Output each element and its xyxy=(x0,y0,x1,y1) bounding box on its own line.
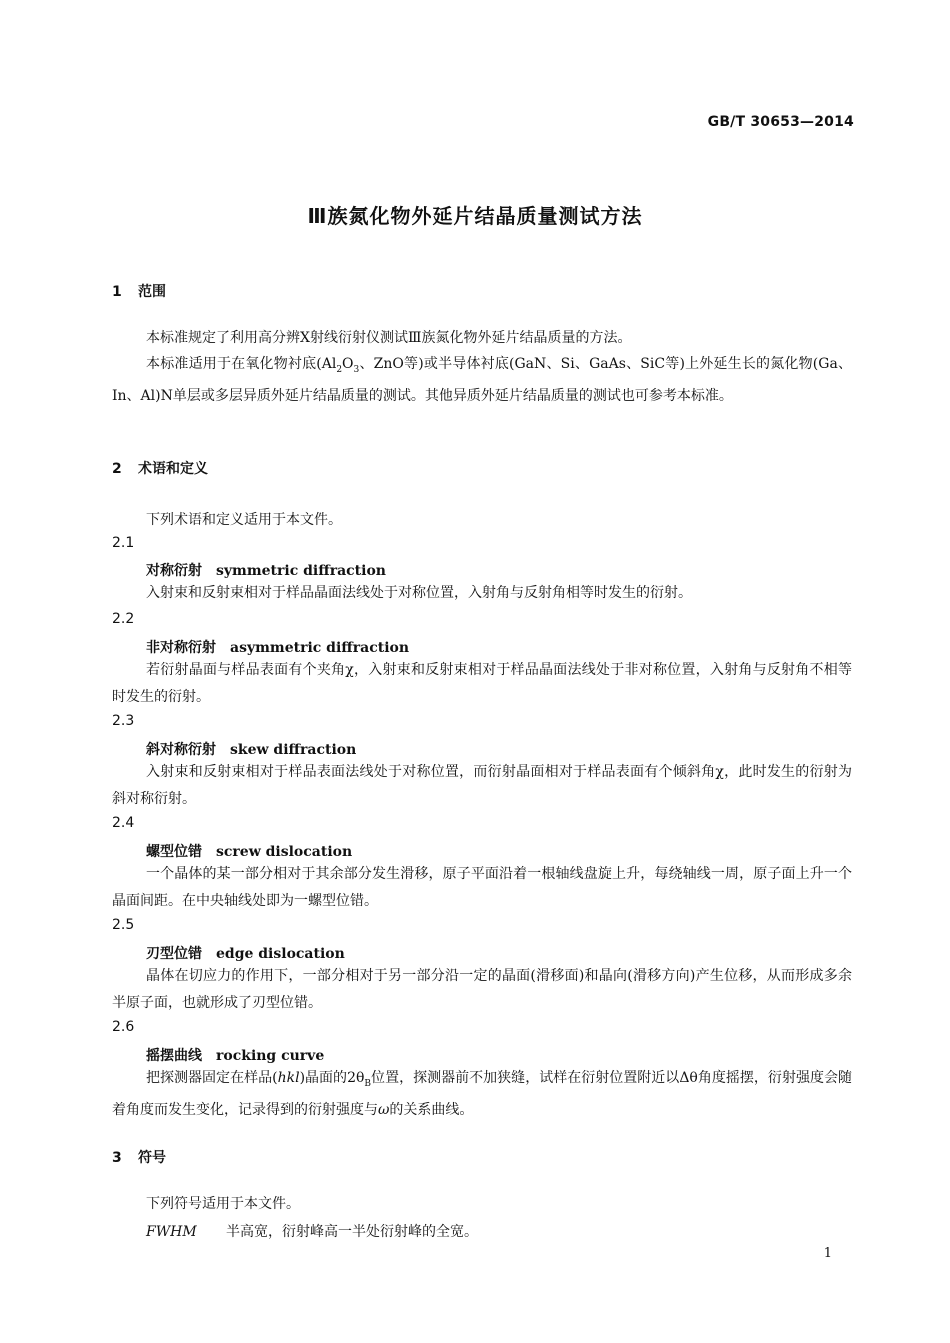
term-number: 2.1 xyxy=(112,535,135,551)
scope-paragraph-1: 本标准规定了利用高分辨X射线衍射仪测试Ⅲ族氮化物外延片结晶质量的方法。 xyxy=(146,330,632,346)
term-number: 2.5 xyxy=(112,917,135,933)
section-2-heading xyxy=(112,458,208,478)
term-heading: 刃型位错 edge dislocation xyxy=(146,946,345,962)
standard-code: GB/T 30653—2014 xyxy=(707,114,854,130)
section-title: 符号 xyxy=(138,1150,166,1166)
symbol-entry xyxy=(146,1221,478,1241)
section-title: 范围 xyxy=(138,284,166,300)
document-title: Ⅲ族氮化物外延片结晶质量测试方法 xyxy=(307,204,643,228)
page-number: 1 xyxy=(823,1246,832,1261)
term-number: 2.4 xyxy=(112,815,135,831)
term-definition: 入射束和反射束相对于样品晶面法线处于对称位置，入射角与反射角相等时发生的衍射。 xyxy=(146,585,692,601)
term-definition: 晶体在切应力的作用下，一部分相对于另一部分沿一定的晶面(滑移面)和晶向(滑移方向)产生位移，从而形成多余半原子面，也就形成了刃型位错。 xyxy=(112,968,852,1011)
term-heading: 非对称衍射 asymmetric diffraction xyxy=(146,640,410,656)
section-title: 术语和定义 xyxy=(138,461,208,477)
term-heading: 对称衍射 symmetric diffraction xyxy=(146,563,386,579)
term-definition: 一个晶体的某一部分相对于其余部分发生滑移，原子平面沿着一根轴线盘旋上升，每绕轴线一周，原子面上升一个晶面间距。在中央轴线处即为一螺型位错。 xyxy=(112,866,852,909)
term-definition: 把探测器固定在样品(hkl)晶面的$2\theta_B$位置，探测器前不加狭缝，试样在衍射位置附近以Δθ角度摇摆，衍射强度会随着角度而发生变化，记录得到的衍射强度与ω的关系曲线。 xyxy=(112,1070,852,1119)
scope-paragraph-2: 本标准适用于在氧化物衬底($Al_2O_3$、ZnO等)或半导体衬底(GaN、Si、GaAs、SiC等)上外延生长的氮化物(Ga、In、Al)N单层或多层异质外延片结晶质量的测试。其他异质外延片结晶质量的测试也可参考本标准。 xyxy=(112,356,852,405)
terms-intro: 下列术语和定义适用于本文件。 xyxy=(146,512,342,528)
symbols-intro: 下列符号适用于本文件。 xyxy=(146,1196,300,1212)
section-number: 3 xyxy=(112,1150,122,1166)
section-number: 1 xyxy=(112,284,122,300)
term-definition: 若衍射晶面与样品表面有个夹角χ，入射束和反射束相对于样品晶面法线处于非对称位置，入射角与反射角不相等时发生的衍射。 xyxy=(112,662,852,705)
symbol-abbr: FWHM xyxy=(146,1224,197,1240)
term-definition: 入射束和反射束相对于样品表面法线处于对称位置，而衍射晶面相对于样品表面有个倾斜角χ，此时发生的衍射为斜对称衍射。 xyxy=(112,764,852,807)
term-number: 2.6 xyxy=(112,1019,135,1035)
term-heading: 螺型位错 screw dislocation xyxy=(146,844,353,860)
term-heading: 斜对称衍射 skew diffraction xyxy=(146,742,357,758)
symbol-description: 半高宽，衍射峰高一半处衍射峰的全宽。 xyxy=(226,1224,478,1240)
term-number: 2.3 xyxy=(112,713,135,729)
term-number: 2.2 xyxy=(112,611,135,627)
term-heading: 摇摆曲线 rocking curve xyxy=(146,1048,325,1064)
section-3-heading xyxy=(112,1147,166,1167)
section-number: 2 xyxy=(112,461,122,477)
section-1-heading xyxy=(112,281,166,301)
